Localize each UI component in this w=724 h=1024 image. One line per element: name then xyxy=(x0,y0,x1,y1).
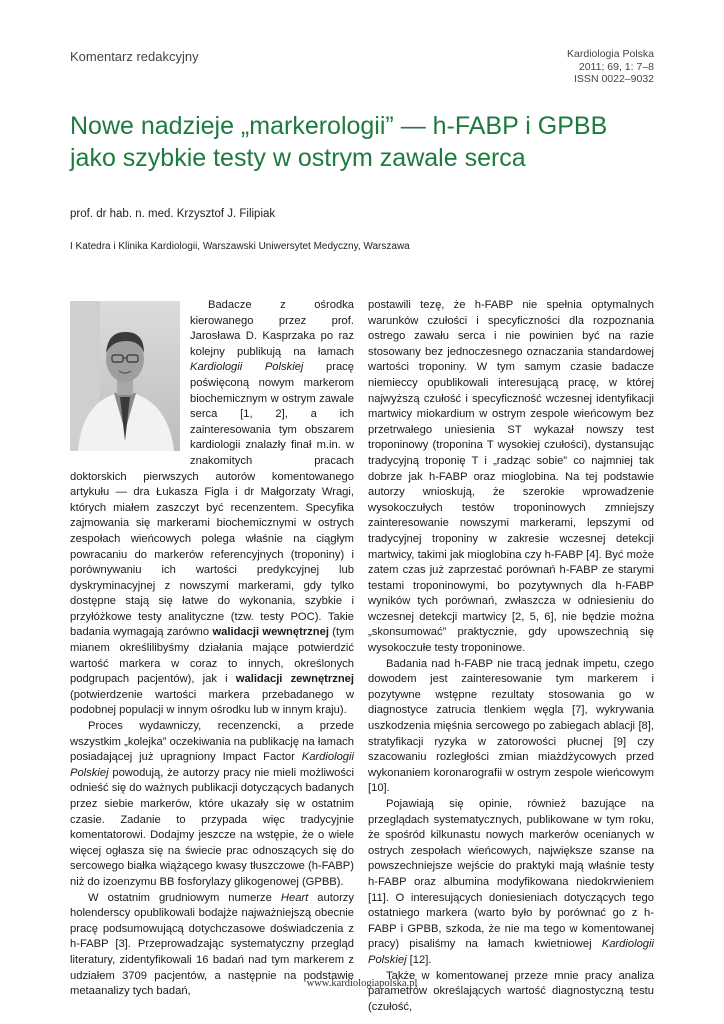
footer-url[interactable]: www.kardiologiapolska.pl xyxy=(306,978,418,989)
author-affiliation: I Katedra i Klinika Kardiologii, Warszawski Uniwersytet Medyczny, Warszawa xyxy=(70,241,410,252)
right-paragraph-3: Pojawiają się opinie, również bazujące na przeglądach systematycznych, publikowane w tym roku, że spośród kilkunastu nowych markerów ocenianych w ostrych zespołach wieńcowych, największe szanse na powszechniejsze wejście do praktyki mają właśnie testy h-FABP oraz albumina modyfikowana niedokrwieniem [11]. O interesujących doniesieniach dotyczących tego ostatniego markera (warto było by porównać go z h-FABP i GPBB, szkoda, że nie ma tego w komentowanej pracy) pisaliśmy na łamach kwietniowej Kardiologii Polskiej [12]. xyxy=(368,798,654,966)
right-paragraph-1: postawili tezę, że h-FABP nie spełnia optymalnych warunków czułości i specyficzności dla rozpoznania ostrego zawału serca i nie powinien być na razie stosowany bez jednoczesnego oznaczania standardowej wartości troponiny. W tym samym czasie badacze niemieccy opublikowali interesującą pracę, w której najwyższą czułość i specyficzność wczesnej identyfikacji martwicy miokardium w ostrym zespole wieńcowym bez przetrwałego uniesienia ST wykazał nowszy test troponinowy (troponina T wysokiej czułości), dystansując tradycyjną troponię T i „radząc sobie” co najmniej tak dobrze jak h-FABP oraz mioglobina. Na tej podstawie autorzy wnioskują, że szerokie wprowadzenie wysokoczułych testów troponinowych zmniejszy zainteresowanie nowszymi markerami, lepszymi od tradycyjnej troponiny w zakresie wczesnej detekcji martwicy, takimi jak mioglobina czy h-FABP [4]. Być może zatem czas już zaprzestać porównań h-FABP ze starymi testami troponinowymi, bo pozytywnych dla h-FABP wyników tych porównań, zwłaszcza w odniesieniu do wczesnej detekcji martwicy [2, 5, 6], nie będzie można „skonsumować” praktycznie, gdy upowszechnią się wysokoczułe testy troponinowe. xyxy=(368,299,654,655)
author-photo-image xyxy=(70,301,180,451)
left-paragraph-2: Proces wydawniczy, recenzencki, a przede wszystkim „kolejka” oczekiwania na publikację na łamach posiadającej już upragniony Impact Factor Kardiologii Polskiej powodują, że autorzy pracy nie mieli możliwości odnieść się do ważnych publikacji dotyczących badanych przez siebie markerów, które ukazały się w ostatnim czasie. Zadanie to przypada więc tradycyjnie komentatorowi. Dodajmy jeszcze na wstępie, że o wiele więcej ogłasza się na świecie prac odnoszących się do sercowego białka wiążącego kwasy tłuszczowe (h-FABP) niż do izoenzymu BB fosforylazy glikogenowej (GPBB). xyxy=(70,720,354,888)
journal-name-italic: Kardiologii Polskiej xyxy=(70,751,354,779)
journal-heart-italic: Heart xyxy=(280,891,309,904)
section-label: Komentarz redakcyjny xyxy=(70,49,199,64)
bold-term-internal-validation: walidacji wewnętrznej xyxy=(212,626,329,639)
article-author: prof. dr hab. n. med. Krzysztof J. Filipiak xyxy=(70,208,276,220)
author-photo xyxy=(70,301,180,451)
title-line-2: jako szybkie testy w ostrym zawale serca xyxy=(70,144,526,172)
left-paragraph-1: Badacze z ośrodka kierowanego przez prof. Jarosława D. Kasprzaka po raz kolejny publikują na łamach Kardiologii Polskiej pracę poświęconą nowym markerom biochemicznym w ostrym zawale serca [1, 2], a ich zainteresowania tym obszarem kardiologii znalazły finał m.in. w znakomitych pracach doktorskich pierwszych autorów komentowanego artykułu — dra Łukasza Figla i dr Małgorzaty Wragi, których miałem zaszczyt być recenzentem. Specyfika zajmowania się markerami biochemicznymi w ostrych zespołach wieńcowych polega właśnie na ciągłym powracaniu do markerów referencyjnych (troponiny) i porównywaniu ich wartości predykcyjnej lub dyskryminacyjnej z nowszymi markerami, gdy tylko dostępne stają się łatwe do wykonania, szybkie i przyłóżkowe testy analityczne (tzw. testy POC). Takie badania wymagają zarówno walidacji wewnętrznej (tym mianem określilibyśmy działania mające potwierdzić wartość markera w coraz to innych, określonych podgrupach pacjentów), jak i walidacji zewnętrznej (potwierdzenie wartości markera przebadanego w podobnej populacji w innym ośrodku lub w innym kraju). xyxy=(70,299,355,717)
bold-term-external-validation: walidacji zewnętrznej xyxy=(235,673,354,686)
journal-name: Kardiologia Polska xyxy=(567,48,654,60)
article-title xyxy=(70,110,670,174)
right-column xyxy=(368,298,654,1015)
journal-issn: ISSN 0022–9032 xyxy=(574,73,654,85)
journal-info xyxy=(567,48,654,86)
left-paragraph-3: W ostatnim grudniowym numerze Heart autorzy holenderscy opublikowali bodajże najważniejszą obecnie pracę podsumowującą dotychczasowe doświadczenia z h-FABP [3]. Przeprowadzając systematyczny przegląd literatury, zidentyfikowali 16 badań nad tym markerem z udziałem 3709 pacjentów, a następnie na podstawie metaanalizy tych badań, xyxy=(70,891,354,998)
journal-name-italic: Kardiologii Polskiej xyxy=(190,361,304,374)
right-paragraph-2: Badania nad h-FABP nie tracą jednak impetu, czego dowodem jest zainteresowanie tym markerem i pozytywne wstępne rezultaty stosowania go w diagnostyce zatrucia tlenkiem węgla [7], wykrywania uszkodzenia mięśnia sercowego po zabiegach ablacji [8], stratyfikacji ryzyka w zatorowości płucnej [9] czy szacowaniu rozległości zmian miażdżycowych przed wykonaniem koronarografii w ostrym zespole wieńcowym [10]. xyxy=(368,657,654,795)
title-line-1: Nowe nadzieje „markerologii” — h-FABP i GPBB xyxy=(70,112,608,140)
left-column xyxy=(70,298,354,1000)
right-paragraph-4: Także w komentowanej przeze mnie pracy analiza parametrów określających wartość diagnostyczną testu (czułość, xyxy=(368,969,654,1013)
journal-volume: 2011; 69, 1: 7–8 xyxy=(578,60,654,73)
journal-name-italic: Kardiologii Polskiej xyxy=(368,938,654,966)
